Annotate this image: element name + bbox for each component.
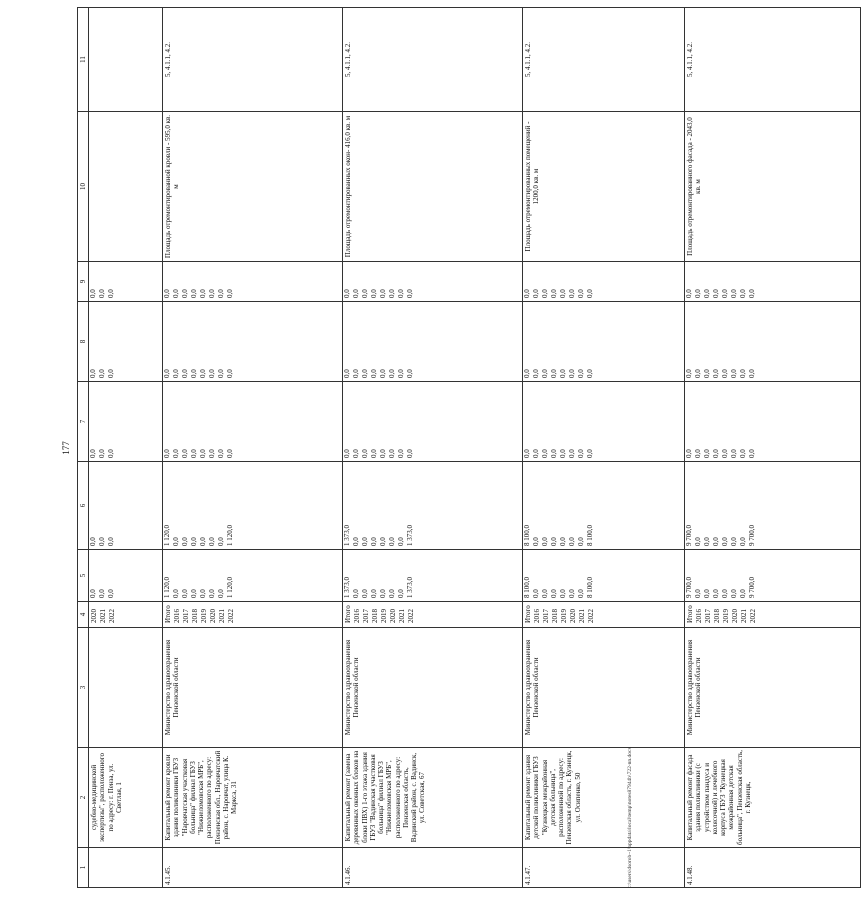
executor: Министерство здравоохранения Пензенской области [523, 628, 685, 748]
years-cell-value: Итого [686, 605, 694, 623]
local-budget-cell-value: 0,0 [703, 369, 711, 378]
years-cell-value: 2021 [578, 609, 586, 623]
header-cell: 2 [78, 748, 89, 848]
other-sources-cell-value: 0,0 [217, 289, 225, 298]
other-sources-cell-value: 0,0 [586, 289, 594, 298]
federal-budget-cell-value: 0,0 [89, 449, 97, 458]
other-sources-cell [163, 262, 343, 302]
total-funding-cell [89, 550, 163, 602]
header-cell: 9 [78, 262, 89, 302]
local-budget-cell-value: 0,0 [379, 369, 387, 378]
total-funding-cell-value: 0,0 [550, 589, 558, 598]
result-indicator: Площадь отремонтированного фасада - 2043,0 кв. м [685, 112, 861, 262]
regional-budget-cell-value: 0,0 [712, 537, 720, 546]
other-sources-cell-value: 0,0 [685, 289, 693, 298]
local-budget-cell-value: 0,0 [172, 369, 180, 378]
page-number: 177 [61, 441, 71, 455]
federal-budget-cell-value: 0,0 [397, 449, 405, 458]
years-cell-value: 2022 [407, 609, 415, 623]
federal-budget-cell-value: 0,0 [406, 449, 414, 458]
local-budget-cell-value: 0,0 [190, 369, 198, 378]
other-sources-cell-value: 0,0 [208, 289, 216, 298]
header-cell: 8 [78, 302, 89, 382]
other-sources-cell-value: 0,0 [703, 289, 711, 298]
years-cell-value: 2020 [569, 609, 577, 623]
federal-budget-cell [523, 382, 685, 462]
local-budget-cell-value: 0,0 [586, 369, 594, 378]
header-row [78, 8, 89, 888]
total-funding-cell-value: 0,0 [89, 589, 97, 598]
years-cell [523, 602, 685, 628]
local-budget-cell-value: 0,0 [559, 369, 567, 378]
regional-budget-cell-value: 0,0 [190, 537, 198, 546]
local-budget-cell-value: 0,0 [694, 369, 702, 378]
measure-name: Капитальный ремонт кровли здания поликлиники ГБУЗ "Наровчатская участковая больница" филиал ГБУЗ "Нижнеломовская МРБ", расположенного по адресу: Пензенская обл., Наровчатский район, с. Наровчат, улица К. Маркса, 31 [163, 748, 343, 848]
other-sources-cell [523, 262, 685, 302]
other-sources-cell-value: 0,0 [397, 289, 405, 298]
row-number: 4.1.47. [523, 848, 685, 888]
federal-budget-cell-value: 0,0 [352, 449, 360, 458]
years-cell-value: 2016 [353, 609, 361, 623]
table-row [163, 8, 343, 888]
local-budget-cell [89, 302, 163, 382]
years-cell-value: 2018 [191, 609, 199, 623]
total-funding-cell-value: 0,0 [712, 589, 720, 598]
header-cell: 5 [78, 550, 89, 602]
total-funding-cell-value: 9 700,0 [748, 577, 756, 598]
regional-budget-cell-value: 0,0 [703, 537, 711, 546]
total-funding-cell [163, 550, 343, 602]
federal-budget-cell-value: 0,0 [181, 449, 189, 458]
other-sources-cell-value: 0,0 [89, 289, 97, 298]
local-budget-cell-value: 0,0 [89, 369, 97, 378]
total-funding-cell-value: 0,0 [703, 589, 711, 598]
regional-budget-cell-value: 0,0 [550, 537, 558, 546]
indicator-reference: 5, 4.1.1, 4.2. [523, 8, 685, 112]
other-sources-cell-value: 0,0 [199, 289, 207, 298]
total-funding-cell-value: 0,0 [388, 589, 396, 598]
total-funding-cell-value: 0,0 [739, 589, 747, 598]
local-budget-cell-value: 0,0 [208, 369, 216, 378]
regional-budget-cell [89, 462, 163, 550]
years-cell-value: 2017 [542, 609, 550, 623]
total-funding-cell-value: 0,0 [352, 589, 360, 598]
total-funding-cell-value: 1 373,0 [343, 577, 351, 598]
regional-budget-cell-value: 0,0 [89, 537, 97, 546]
regional-budget-cell-value: 0,0 [352, 537, 360, 546]
local-budget-cell-value: 0,0 [199, 369, 207, 378]
years-cell-value: Итого [164, 605, 172, 623]
local-budget-cell-value: 0,0 [370, 369, 378, 378]
row-number [89, 848, 163, 888]
local-budget-cell-value: 0,0 [532, 369, 540, 378]
local-budget-cell-value: 0,0 [361, 369, 369, 378]
other-sources-cell-value: 0,0 [379, 289, 387, 298]
total-funding-cell-value: 0,0 [199, 589, 207, 598]
years-cell-value: 2018 [713, 609, 721, 623]
regional-budget-cell-value: 1 373,0 [406, 525, 414, 546]
total-funding-cell-value: 0,0 [397, 589, 405, 598]
indicator-reference: 5, 4.1.1, 4.2. [685, 8, 861, 112]
federal-budget-cell-value: 0,0 [685, 449, 693, 458]
total-funding-cell-value: 0,0 [721, 589, 729, 598]
local-budget-cell-value: 0,0 [730, 369, 738, 378]
local-budget-cell-value: 0,0 [685, 369, 693, 378]
total-funding-cell-value: 0,0 [370, 589, 378, 598]
executor: Министерство здравоохранения Пензенской области [343, 628, 523, 748]
other-sources-cell-value: 0,0 [190, 289, 198, 298]
federal-budget-cell-value: 0,0 [199, 449, 207, 458]
other-sources-cell-value: 0,0 [748, 289, 756, 298]
total-funding-cell-value: 0,0 [532, 589, 540, 598]
other-sources-cell-value: 0,0 [388, 289, 396, 298]
federal-budget-cell-value: 0,0 [730, 449, 738, 458]
years-cell-value: 2020 [731, 609, 739, 623]
rotated-page [61, 8, 757, 888]
header-cell: 11 [78, 8, 89, 112]
federal-budget-cell-value: 0,0 [559, 449, 567, 458]
years-cell-value: 2019 [722, 609, 730, 623]
years-cell-value: 2019 [380, 609, 388, 623]
local-budget-cell-value: 0,0 [721, 369, 729, 378]
local-budget-cell [343, 302, 523, 382]
years-cell [685, 602, 861, 628]
executor: Министерство здравоохранения Пензенской области [685, 628, 861, 748]
table-row [89, 8, 163, 888]
other-sources-cell [343, 262, 523, 302]
regional-budget-cell-value: 0,0 [577, 537, 585, 546]
federal-budget-cell-value: 0,0 [586, 449, 594, 458]
local-budget-cell-value: 0,0 [406, 369, 414, 378]
years-cell-value: 2016 [173, 609, 181, 623]
other-sources-cell-value: 0,0 [343, 289, 351, 298]
other-sources-cell-value: 0,0 [352, 289, 360, 298]
total-funding-cell-value: 0,0 [107, 589, 115, 598]
indicator-reference: 5, 4.1.1, 4.2. [163, 8, 343, 112]
regional-budget-cell-value: 0,0 [217, 537, 225, 546]
regional-budget-cell-value: 0,0 [694, 537, 702, 546]
other-sources-cell-value: 0,0 [98, 289, 106, 298]
regional-budget-cell [343, 462, 523, 550]
local-budget-cell-value: 0,0 [388, 369, 396, 378]
regional-budget-cell [163, 462, 343, 550]
total-funding-cell-value: 0,0 [208, 589, 216, 598]
federal-budget-cell-value: 0,0 [739, 449, 747, 458]
regional-budget-cell-value: 0,0 [199, 537, 207, 546]
years-cell-value: 2020 [90, 609, 98, 623]
result-indicator [89, 112, 163, 262]
result-indicator: Площадь отремонтированных окон- 416,0 кв. м [343, 112, 523, 262]
local-budget-cell-value: 0,0 [181, 369, 189, 378]
years-cell-value: Итого [344, 605, 352, 623]
header-cell: 7 [78, 382, 89, 462]
total-funding-cell-value: 0,0 [379, 589, 387, 598]
federal-budget-cell-value: 0,0 [577, 449, 585, 458]
years-cell-value: 2020 [209, 609, 217, 623]
years-cell-value: 2019 [560, 609, 568, 623]
federal-budget-cell [343, 382, 523, 462]
result-indicator: Площадь отремонтированной кровли - 595,0 кв. м [163, 112, 343, 262]
regional-budget-cell-value: 0,0 [107, 537, 115, 546]
federal-budget-cell-value: 0,0 [694, 449, 702, 458]
total-funding-cell-value: 0,0 [694, 589, 702, 598]
federal-budget-cell-value: 0,0 [208, 449, 216, 458]
other-sources-cell-value: 0,0 [739, 289, 747, 298]
regional-budget-cell [523, 462, 685, 550]
other-sources-cell-value: 0,0 [370, 289, 378, 298]
federal-budget-cell-value: 0,0 [388, 449, 396, 458]
years-cell-value: 2022 [587, 609, 595, 623]
years-cell-value: 2021 [740, 609, 748, 623]
executor [89, 628, 163, 748]
regional-budget-cell-value: 0,0 [172, 537, 180, 546]
other-sources-cell-value: 0,0 [181, 289, 189, 298]
total-funding-cell-value: 8 100,0 [523, 577, 531, 598]
federal-budget-cell-value: 0,0 [568, 449, 576, 458]
federal-budget-cell-value: 0,0 [163, 449, 171, 458]
regional-budget-cell-value: 8 100,0 [586, 525, 594, 546]
regional-budget-cell-value: 9 700,0 [685, 525, 693, 546]
federal-budget-cell [163, 382, 343, 462]
regional-budget-cell-value: 0,0 [721, 537, 729, 546]
indicator-reference: 5, 4.1.1, 4.2. [343, 8, 523, 112]
regional-budget-cell-value: 0,0 [397, 537, 405, 546]
federal-budget-cell-value: 0,0 [379, 449, 387, 458]
regional-budget-cell-value: 0,0 [532, 537, 540, 546]
federal-budget-cell-value: 0,0 [343, 449, 351, 458]
total-funding-cell-value: 0,0 [181, 589, 189, 598]
local-budget-cell-value: 0,0 [541, 369, 549, 378]
regional-budget-cell-value: 8 100,0 [523, 525, 531, 546]
total-funding-cell-value: 1 120,0 [163, 577, 171, 598]
other-sources-cell-value: 0,0 [361, 289, 369, 298]
measure-name: Капитальный ремонт (замена деревянных оконных блоков на блоки ПВХ) 1-го этажа здания ГБУЗ "Вадинская участковая больница" филиал ГБУЗ "Нижнеломовская МРБ", расположенного по адресу: Пензенская область, Вадинский район, с. Вадинск, ул. Советская, 67 [343, 748, 523, 848]
local-budget-cell-value: 0,0 [568, 369, 576, 378]
total-funding-cell-value: 0,0 [541, 589, 549, 598]
other-sources-cell-value: 0,0 [721, 289, 729, 298]
total-funding-cell-value: 0,0 [730, 589, 738, 598]
total-funding-cell-value: 0,0 [172, 589, 180, 598]
local-budget-cell-value: 0,0 [343, 369, 351, 378]
years-cell-value: 2022 [749, 609, 757, 623]
years-cell-value: 2016 [533, 609, 541, 623]
local-budget-cell-value: 0,0 [107, 369, 115, 378]
years-cell-value: 2021 [218, 609, 226, 623]
federal-budget-cell-value: 0,0 [712, 449, 720, 458]
measure-name: Капитальный ремонт фасада здания поликлиники (с устройством пандуса и колясочной) и лечебного корпуса ГБУЗ "Кузнецкая межрайонная детская больница", Пензенская область, г. Кузнецк, [685, 748, 861, 848]
regional-budget-cell-value: 0,0 [541, 537, 549, 546]
total-funding-cell [523, 550, 685, 602]
other-sources-cell-value: 0,0 [577, 289, 585, 298]
other-sources-cell [685, 262, 861, 302]
regional-budget-cell-value: 1 120,0 [226, 525, 234, 546]
local-budget-cell-value: 0,0 [550, 369, 558, 378]
local-budget-cell-value: 0,0 [577, 369, 585, 378]
other-sources-cell-value: 0,0 [541, 289, 549, 298]
regional-budget-cell-value: 9 700,0 [748, 525, 756, 546]
regional-budget-cell-value: 0,0 [730, 537, 738, 546]
regional-budget-cell-value: 0,0 [181, 537, 189, 546]
local-budget-cell-value: 0,0 [739, 369, 747, 378]
total-funding-cell [343, 550, 523, 602]
total-funding-cell-value: 0,0 [361, 589, 369, 598]
row-number: 4.1.45. [163, 848, 343, 888]
regional-budget-cell-value: 0,0 [568, 537, 576, 546]
result-indicator: Площадь отремонтированных помещений - 1200,0 кв. м [523, 112, 685, 262]
federal-budget-cell-value: 0,0 [370, 449, 378, 458]
federal-budget-cell-value: 0,0 [541, 449, 549, 458]
regional-budget-cell-value: 1 373,0 [343, 525, 351, 546]
regional-budget-cell-value: 0,0 [388, 537, 396, 546]
local-budget-cell [163, 302, 343, 382]
years-cell-value: 2016 [695, 609, 703, 623]
regional-budget-cell-value: 0,0 [98, 537, 106, 546]
program-table [77, 7, 861, 888]
federal-budget-cell-value: 0,0 [532, 449, 540, 458]
federal-budget-cell-value: 0,0 [523, 449, 531, 458]
years-cell-value: 2017 [362, 609, 370, 623]
years-cell-value: 2021 [398, 609, 406, 623]
local-budget-cell-value: 0,0 [226, 369, 234, 378]
local-budget-cell [685, 302, 861, 382]
total-funding-cell-value: 9 700,0 [685, 577, 693, 598]
years-cell-value: 2017 [182, 609, 190, 623]
years-cell-value: 2020 [389, 609, 397, 623]
years-cell-value: 2022 [227, 609, 235, 623]
total-funding-cell-value: 1 373,0 [406, 577, 414, 598]
total-funding-cell-value: 0,0 [577, 589, 585, 598]
federal-budget-cell [685, 382, 861, 462]
other-sources-cell-value: 0,0 [107, 289, 115, 298]
years-cell-value: 2022 [108, 609, 116, 623]
file-path-footer: c:\users\dsorob~1\appdata\local\temp\notes87944b\722-nn.docx [627, 746, 633, 888]
local-budget-cell-value: 0,0 [523, 369, 531, 378]
federal-budget-cell-value: 0,0 [703, 449, 711, 458]
measure-name: судебно-медицинской экспертизы", расположенного по адресу: г. Пенза, ул. Светлая, 1 [89, 748, 163, 848]
other-sources-cell-value: 0,0 [559, 289, 567, 298]
other-sources-cell-value: 0,0 [523, 289, 531, 298]
federal-budget-cell-value: 0,0 [190, 449, 198, 458]
table-row [523, 8, 685, 888]
other-sources-cell-value: 0,0 [172, 289, 180, 298]
regional-budget-cell-value: 0,0 [208, 537, 216, 546]
other-sources-cell-value: 0,0 [406, 289, 414, 298]
years-cell-value: 2017 [704, 609, 712, 623]
other-sources-cell-value: 0,0 [550, 289, 558, 298]
local-budget-cell [523, 302, 685, 382]
total-funding-cell-value: 0,0 [568, 589, 576, 598]
years-cell-value: 2021 [99, 609, 107, 623]
federal-budget-cell-value: 0,0 [550, 449, 558, 458]
federal-budget-cell-value: 0,0 [226, 449, 234, 458]
federal-budget-cell-value: 0,0 [172, 449, 180, 458]
total-funding-cell-value: 0,0 [559, 589, 567, 598]
local-budget-cell-value: 0,0 [748, 369, 756, 378]
local-budget-cell-value: 0,0 [163, 369, 171, 378]
measure-name: Капитальный ремонт здания детской поликлиники ГБУЗ "Кузнецкая межрайонная детская больница", расположенной по адресу: Пензенская область, г. Кузнецк, ул. Осипенко, 50 [523, 748, 685, 848]
executor: Министерство здравоохранения Пензенской области [163, 628, 343, 748]
total-funding-cell-value: 0,0 [190, 589, 198, 598]
indicator-reference [89, 8, 163, 112]
header-cell: 4 [78, 602, 89, 628]
other-sources-cell-value: 0,0 [568, 289, 576, 298]
local-budget-cell-value: 0,0 [712, 369, 720, 378]
local-budget-cell-value: 0,0 [352, 369, 360, 378]
row-number: 4.1.46. [343, 848, 523, 888]
years-cell-value: 2018 [551, 609, 559, 623]
header-cell: 10 [78, 112, 89, 262]
local-budget-cell-value: 0,0 [217, 369, 225, 378]
header-cell: 1 [78, 848, 89, 888]
years-cell [89, 602, 163, 628]
total-funding-cell-value: 0,0 [217, 589, 225, 598]
regional-budget-cell-value: 0,0 [379, 537, 387, 546]
table-row [685, 8, 861, 888]
regional-budget-cell-value: 0,0 [559, 537, 567, 546]
federal-budget-cell-value: 0,0 [107, 449, 115, 458]
other-sources-cell-value: 0,0 [712, 289, 720, 298]
other-sources-cell-value: 0,0 [532, 289, 540, 298]
federal-budget-cell-value: 0,0 [217, 449, 225, 458]
row-number: 4.1.48. [685, 848, 861, 888]
total-funding-cell-value: 1 120,0 [226, 577, 234, 598]
regional-budget-cell [685, 462, 861, 550]
federal-budget-cell-value: 0,0 [721, 449, 729, 458]
local-budget-cell-value: 0,0 [397, 369, 405, 378]
regional-budget-cell-value: 0,0 [370, 537, 378, 546]
years-cell [343, 602, 523, 628]
federal-budget-cell-value: 0,0 [98, 449, 106, 458]
other-sources-cell-value: 0,0 [226, 289, 234, 298]
regional-budget-cell-value: 1 120,0 [163, 525, 171, 546]
table-row [343, 8, 523, 888]
total-funding-cell-value: 8 100,0 [586, 577, 594, 598]
other-sources-cell-value: 0,0 [163, 289, 171, 298]
regional-budget-cell-value: 0,0 [361, 537, 369, 546]
federal-budget-cell-value: 0,0 [361, 449, 369, 458]
header-cell: 6 [78, 462, 89, 550]
federal-budget-cell-value: 0,0 [748, 449, 756, 458]
local-budget-cell-value: 0,0 [98, 369, 106, 378]
years-cell-value: Итого [524, 605, 532, 623]
total-funding-cell-value: 0,0 [98, 589, 106, 598]
years-cell-value: 2018 [371, 609, 379, 623]
years-cell-value: 2019 [200, 609, 208, 623]
header-cell: 3 [78, 628, 89, 748]
total-funding-cell [685, 550, 861, 602]
other-sources-cell-value: 0,0 [694, 289, 702, 298]
other-sources-cell [89, 262, 163, 302]
regional-budget-cell-value: 0,0 [739, 537, 747, 546]
years-cell [163, 602, 343, 628]
other-sources-cell-value: 0,0 [730, 289, 738, 298]
federal-budget-cell [89, 382, 163, 462]
